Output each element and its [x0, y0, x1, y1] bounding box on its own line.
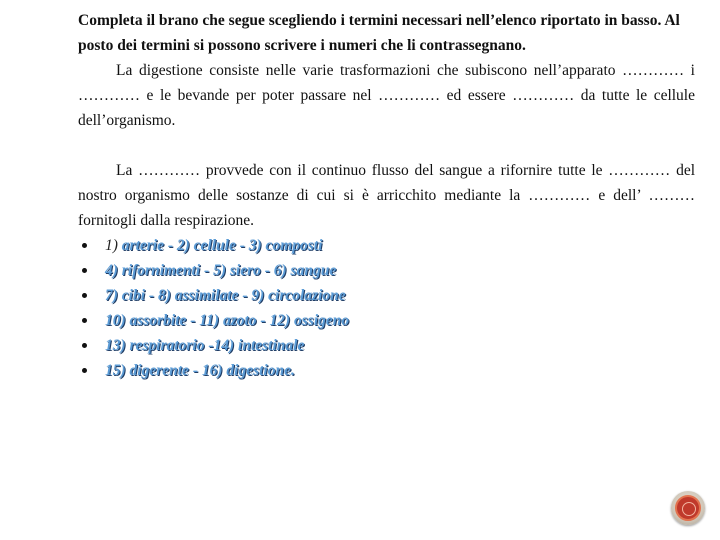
nav-button[interactable]: [671, 491, 705, 525]
bullet-dot-icon: [82, 343, 87, 348]
paragraph-circulation: La ………… provvede con il continuo flusso del sangue a rifornire tutte le ………… del nostro organismo delle sostanze di cui si è arricchito mediante la ………… e dell’ ……… fornitogli dalla respirazione.: [78, 162, 695, 229]
option-item: [78, 283, 695, 308]
option-item: [78, 258, 695, 283]
nav-circle-icon: [675, 495, 701, 521]
option-item: [78, 333, 695, 358]
option-text: 4) rifornimenti - 5) siero - 6) sangue: [105, 262, 337, 279]
bullet-dot-icon: [82, 368, 87, 373]
bullet-dot-icon: [82, 318, 87, 323]
exercise-content: [78, 8, 695, 383]
option-item: [78, 308, 695, 333]
bullet-dot-icon: [82, 268, 87, 273]
option-text: 13) respiratorio -14) intestinale: [105, 337, 305, 354]
option-text: [105, 237, 322, 254]
option-item: [78, 233, 695, 258]
bullet-dot-icon: [82, 293, 87, 298]
paragraph-digestion: La digestione consiste nelle varie trasformazioni che subiscono nell’apparato ………… i ………… e le bevande per poter passare nel ………… ed essere ………… da tutte le cellule dell’organismo.: [78, 62, 695, 129]
option-terms: arterie - 2) cellule - 3) composti: [121, 237, 323, 254]
bullet-dot-icon: [82, 243, 87, 248]
option-text: 15) digerente - 16) digestione.: [105, 362, 295, 379]
option-text: 10) assorbite - 11) azoto - 12) ossigeno: [105, 312, 350, 329]
option-text: 7) cibi - 8) assimilate - 9) circolazione: [105, 287, 346, 304]
instruction-text: Completa il brano che segue scegliendo i termini necessari nell’elenco riportato in basso. Al posto dei termini si possono scrivere i numeri che li contrassegnano.: [78, 12, 680, 54]
options-list: [78, 233, 695, 383]
option-number: 1): [105, 237, 118, 254]
option-item: [78, 358, 695, 383]
